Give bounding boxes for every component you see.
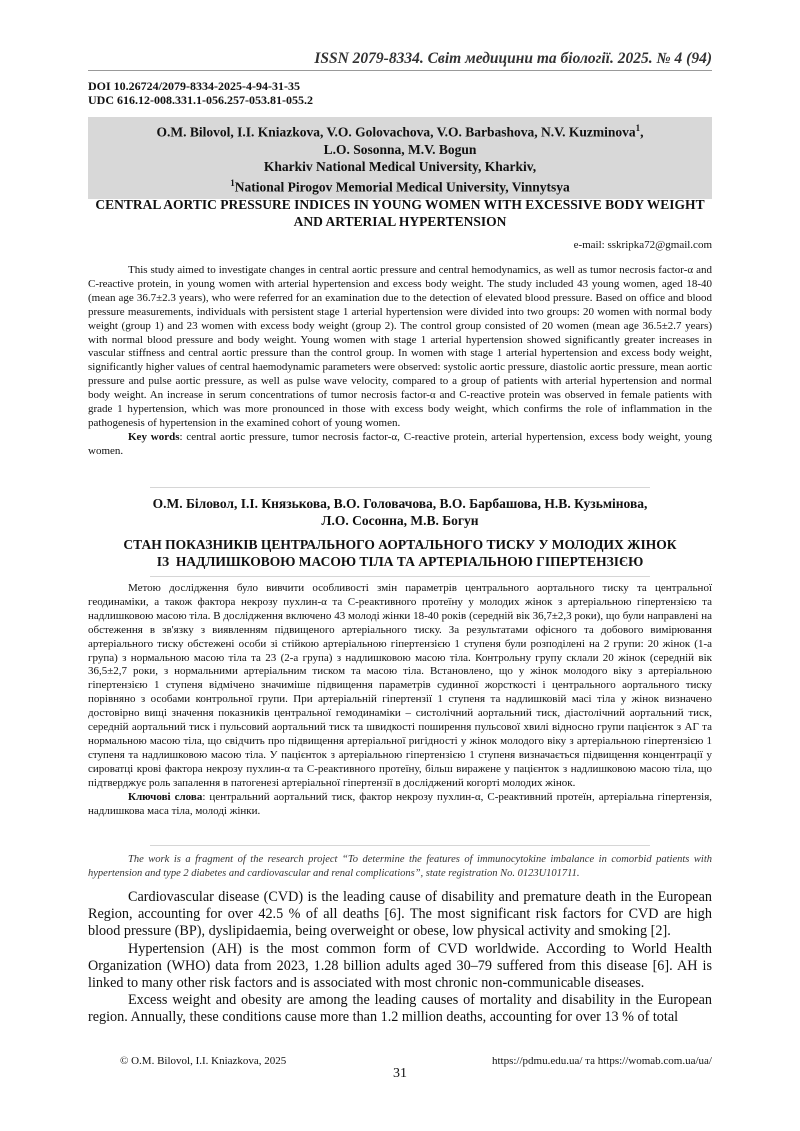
journal-header: ISSN 2079-8334. Світ медицини та біології. 2025. № 4 (94) [314, 50, 712, 67]
contact-email: e-mail: sskripka72@gmail.com [573, 239, 712, 251]
footer-urls: https://pdmu.edu.ua/ та https://womab.com.ua/ua/ [491, 1055, 712, 1067]
affiliation-2: $^1$National Pirogov Memorial Medical University, Vinnytsya [230, 177, 570, 194]
keywords-en: Key words: central aortic pressure, tumor necrosis factor-α, C-reactive protein, arterial hypertension, excess body weight, young women. [88, 430, 712, 457]
article-title-en: CENTRAL AORTIC PRESSURE INDICES IN YOUNG WOMEN WITH EXCESSIVE BODY WEIGHT AND ARTERIAL HYPERTENSION [95, 197, 705, 229]
body-text [88, 889, 712, 1027]
footer-copyright: © O.M. Bilovol, I.I. Kniazkova, 2025 [120, 1055, 287, 1067]
section-divider [150, 487, 650, 488]
abstract-ua [88, 582, 712, 818]
doi: DOI 10.26724/2079-8334-2025-4-94-31-35 [88, 79, 300, 93]
authors-ua: О.М. Біловол, І.І. Князькова, В.О. Головачова, В.О. Барбашова, Н.В. Кузьмінова, Л.О. Сосонна, М.В. Богун [152, 496, 648, 528]
authors-affiliations-en [88, 117, 712, 199]
section-divider [150, 576, 650, 577]
header-divider [88, 70, 712, 71]
body-paragraph: Cardiovascular disease (CVD) is the leading cause of disability and premature death in the European Region, accounting for over 42.5 % of all deaths [6]. The most significant risk factors for CVD are high blood pressure (BP), dyslipidaemia, being overweight or obese, low physical activity and smoking [2]. [88, 889, 712, 940]
udc: UDC 616.12-008.331.1-056.257-053.81-055.2 [88, 93, 313, 107]
article-identifiers [88, 79, 313, 107]
abstract-en [88, 264, 712, 459]
body-paragraph: Excess weight and obesity are among the leading causes of mortality and disability in the European region. Annually, these conditions cause more than 1.2 million deaths, accounting for over 13 % of total [88, 992, 712, 1026]
authors-line-2: L.O. Sosonna, M.V. Bogun [323, 141, 477, 157]
authors-line-1: O.M. Bilovol, I.I. Kniazkova, V.O. Golovachova, V.O. Barbashova, N.V. Kuzminova$^1$, [156, 123, 644, 140]
abstract-ua-text: Метою дослідження було вивчити особливості змін параметрів центрального аортального тиску та центральної геодинаміки, а також фактора некрозу пухлин-α та С-реактивного протеїну у молодих жінок з артеріальною гіпертензією та надлишковою масою тіла. В дослідження включено 43 молоді жінки 18-40 років (середній вік 36,7±2,3 роки), що були направлені на обстеження в зв'язку з виявленням підвищеного артеріального тиску. За результатами офісного та добового вимірювання артеріального тиску обстежені особи зі стійкою артеріальною гіпертензією 1 ступеня були розподілені на 2 групи: 20 жінок (1-а група) з нормальною масою тіла та 23 (2-а група) з надлишковою масою тіла. Контрольну групу склали 20 жінок (середній вік 36,5±2,7 роки, з нормальними артеріальним тиском та масою тіла. Встановлено, що у жінок молодого віку з артеріальною гіпертензією 1 ступеня відмічено значиміше підвищення параметрів судинної жорсткості і центрального аортального тиску порівняно з особами контрольної групи. При артеріальній гіпертензії 1 ступеня та надлишковій масі тіла у жінок визначено достовірно вищі значення показників центральної гемодинаміки – систолічний аортальний тиск, діастолічний аортальний тиск, середній аортальний тиск і пульсовий аортальний тиск та швидкості поширення пульсової хвилі відносно групи пацієнток з АГ та нормальною масою тіла, що свідчить про підвищення артеріальної ригідності у жінок молодого віку з артеріальною гіпертензією 1 ступеня та надлишковою масою тіла. У пацієнток з артеріальною гіпертензією 1 ступеня визначається підвищення концентрації у сироватці крові фактора некрозу пухлин-α та С-реактивного протеїну, більш виражене у пацієнток з надлишковою масою тіла, що підтверджує роль запалення в патогенезі артеріальної гіпертензії в досліджений когорті молодих жінок. [88, 582, 712, 789]
article-title-ua: СТАН ПОКАЗНИКІВ ЦЕНТРАЛЬНОГО АОРТАЛЬНОГО ТИСКУ У МОЛОДИХ ЖІНОК ІЗ НАДЛИШКОВОЮ МАСОЮ ТІЛА ТА АРТЕРІАЛЬНОЮ ГІПЕРТЕНЗІЄЮ [123, 537, 677, 569]
keywords-ua: Ключові слова: центральний аортальний тиск, фактор некрозу пухлин-α, С-реактивний протеїн, артеріальна гіпертензія, надлишкова маса тіла, молоді жінки. [88, 790, 712, 817]
section-divider [150, 845, 650, 846]
page-number: 31 [393, 1066, 407, 1081]
body-paragraph: Hypertension (AH) is the most common form of CVD worldwide. According to World Health Organization (WHO) data from 2023, 1.28 billion adults aged 30–79 suffered from this disease [6]. AH is linked to many other risk factors and is associated with most chronic non-communicable diseases. [88, 940, 712, 992]
affiliation-1: Kharkiv National Medical University, Kharkiv, [263, 158, 537, 174]
abstract-en-text: This study aimed to investigate changes in central aortic pressure and central hemodynamics, as well as tumor necrosis factor-α and C-reactive protein, in young women with arterial hypertension and excess body weight. The study included 43 young women, aged 18-40 (mean age 36.7±2.3 years), who were referred for an examination due to the detection of elevated blood pressure. Based on office and blood pressure measurements, individuals with persistent stage 1 arterial hypertension were divided into two groups: 20 women with normal body weight (group 1) and 23 women with excess body weight (group 2). The control group consisted of 20 women (mean age 36.5±2.7 years) with normal blood pressure and body weight. Young women with stage 1 arterial hypertension showed significantly greater increases in vascular stiffness and central aortic pressure than the control group. In women with stage 1 arterial hypertension and excess body weight, significantly higher values of central haemodynamic parameters were observed: systolic aortic pressure, diastolic aortic pressure, mean aortic pressure and pulse aortic pressure, as well as pulse wave velocity, compared to a group of patients with arterial hypertension and normal body weight. An increase in serum concentrations of tumor necrosis factor-α and C-reactive protein was observed in female patients with grade 1 hypertension, which was more pronounced in those with excess body weight, which confirms the role of inflammation in the pathogenesis of hypertension in the examined cohort of young women. [88, 264, 712, 429]
project-note: The work is a fragment of the research project “To determine the features of immunocytokine imbalance in comorbid patients with hypertension and type 2 diabetes and cardiovascular and renal complications”, state registration No. 0123U101711. [88, 854, 712, 879]
